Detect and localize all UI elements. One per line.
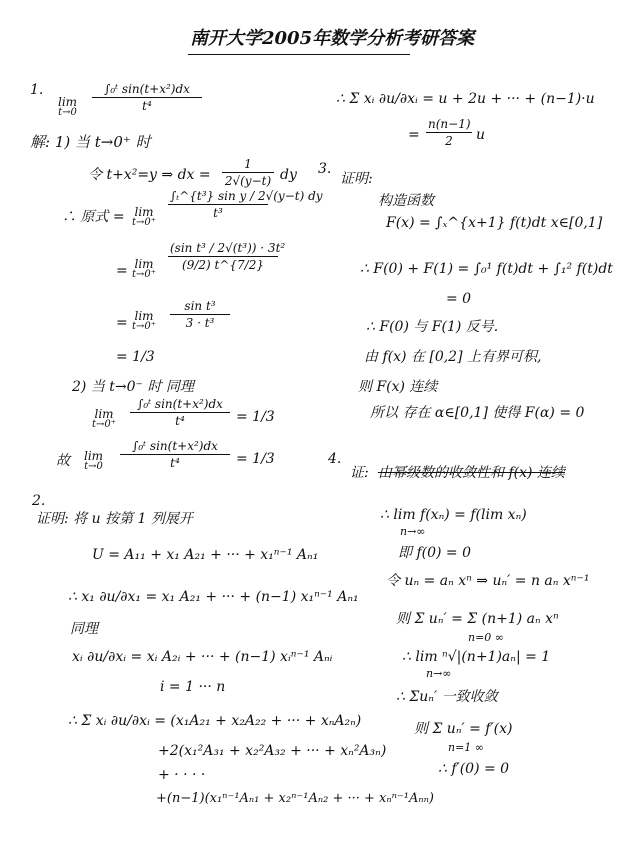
p3-conclusion: 所以 存在 α∈[0,1] 使得 F(α) = 0 <box>370 405 585 421</box>
p1-limit-3 <box>132 258 156 280</box>
numerator: ∫₀ᵗ sin(t+x²)dx <box>120 440 230 455</box>
p4-sum-deriv: 则 Σ uₙ′ = Σ (n+1) aₙ xⁿ <box>396 611 559 627</box>
lim-label: lim <box>134 257 154 271</box>
lim-subscript: t→0 <box>58 107 77 118</box>
lim-subscript: t→0⁺ <box>92 419 117 430</box>
p2-sum-line-4: +(n−1)(x₁ⁿ⁻¹Aₙ₁ + x₂ⁿ⁻¹Aₙ₂ + ··· + xₙⁿ⁻¹Aₙₙ) <box>156 791 434 806</box>
p2-eq-final: = <box>408 127 420 143</box>
p4-f0: 即 f(0) = 0 <box>398 545 472 561</box>
p1-step2-fraction <box>168 241 286 272</box>
p4-limit-sub: n→∞ <box>400 525 426 538</box>
p3-bounded: 由 f(x) 在 [0,2] 上有界可积, <box>364 349 542 365</box>
p2-final-fraction <box>426 118 472 147</box>
p2-sum-line-3: + · · · · <box>158 767 206 783</box>
p1-step3-fraction <box>170 300 230 329</box>
p4-uniform: ∴ Σuₙ′ 一致收敛 <box>396 689 498 705</box>
numerator: 1 <box>222 158 274 173</box>
p1-limit-5 <box>92 408 116 430</box>
lim-subscript: t→0 <box>84 461 103 472</box>
p3-opposite-sign: ∴ F(0) 与 F(1) 反号. <box>366 319 499 335</box>
p1-limit-6 <box>84 450 103 472</box>
p4-conclusion: ∴ f′(0) = 0 <box>438 761 510 777</box>
p1-original-label: ∴ 原式 = <box>62 209 125 225</box>
lim-subscript: t→0⁺ <box>132 321 157 332</box>
p4-root-test: ∴ lim ⁿ√|(n+1)aₙ| = 1 <box>402 649 551 665</box>
denominator: t⁴ <box>170 456 180 470</box>
numerator: ∫₀ᵗ sin(t+x²)dx <box>130 398 230 413</box>
title-underline <box>188 54 410 55</box>
p1-final-value: = 1/3 <box>236 451 275 467</box>
problem-2-number: 2. <box>32 493 46 509</box>
page-title: 南开大学2005年数学分析考研答案 <box>190 28 475 49</box>
denominator: 3 · t³ <box>185 316 215 330</box>
problem-1-number: 1. <box>30 82 44 98</box>
p1-conclusion-prefix: 故 <box>56 453 70 469</box>
lim-subscript: t→0⁺ <box>132 269 157 280</box>
numerator: sin t³ <box>170 300 230 315</box>
p1-eq-2: = <box>116 263 128 279</box>
lim-label: lim <box>84 449 104 463</box>
p3-F-sum: ∴ F(0) + F(1) = ∫₀¹ f(t)dt + ∫₁² f(t)dt <box>360 261 613 277</box>
p2-final-u: u <box>476 127 486 143</box>
denominator: (9/2) t^{7/2} <box>182 258 264 272</box>
problem-4-number: 4. <box>328 451 342 467</box>
p2-similarly: 同理 <box>70 621 98 637</box>
p4-root-test-sub: n→∞ <box>426 667 452 680</box>
p2-derivative-1: ∴ x₁ ∂u/∂x₁ = x₁ A₂₁ + ··· + (n−1) x₁ⁿ⁻¹ Aₙ₁ <box>68 589 359 605</box>
p1-case2-fraction <box>130 398 230 427</box>
p2-sum-line-2: +2(x₁²A₃₁ + x₂²A₃₂ + ··· + xₙ²A₃ₙ) <box>158 743 387 759</box>
p1-step1-fraction <box>168 189 323 220</box>
p2-proof-start: 证明: 将 u 按第 1 列展开 <box>36 511 193 527</box>
lim-subscript: t→0⁺ <box>132 217 157 228</box>
p4-struck-line: 由幂级数的收敛性和 f(x) 连续 <box>378 465 565 481</box>
p2-sum-result: ∴ Σ xᵢ ∂u/∂xᵢ = u + 2u + ··· + (n−1)·u <box>336 91 595 107</box>
p1-limit <box>58 96 77 118</box>
denominator: t⁴ <box>142 99 152 113</box>
lim-label: lim <box>94 407 114 421</box>
p1-case-2: 2) 当 t→0⁻ 时 同理 <box>72 379 194 395</box>
numerator: ∫ₜ^{t³} sin y / 2√(y−t) dy <box>170 189 323 203</box>
problem-3-number: 3. <box>318 161 332 177</box>
p3-F-def: F(x) = ∫ₓ^{x+1} f(t)dt x∈[0,1] <box>386 215 603 231</box>
p4-proof-start: 证: <box>350 465 369 481</box>
p1-limit-4 <box>132 310 156 332</box>
numerator: n(n−1) <box>428 117 471 131</box>
p1-final-fraction <box>120 440 230 469</box>
numerator: (sin t³ / 2√(t³)) · 3t² <box>170 241 286 255</box>
p3-proof-start: 证明: <box>340 171 373 187</box>
p1-sub-fraction <box>222 158 274 187</box>
lim-label: lim <box>58 95 78 109</box>
p1-solution-start: 解: 1) 当 t→0⁺ 时 <box>30 133 151 151</box>
p2-index-range: i = 1 ··· n <box>160 679 226 695</box>
p3-F-zero: = 0 <box>446 291 472 307</box>
p3-continuous: 则 F(x) 连续 <box>358 379 438 395</box>
p2-u-expansion: U = A₁₁ + x₁ A₂₁ + ··· + x₁ⁿ⁻¹ Aₙ₁ <box>92 547 319 563</box>
denominator: t⁴ <box>175 414 185 428</box>
p4-derivative-sub: n=1 ∞ <box>448 741 484 754</box>
p2-derivative-i: xᵢ ∂u/∂xᵢ = xᵢ A₂ᵢ + ··· + (n−1) xᵢⁿ⁻¹ Aₙᵢ <box>72 649 333 665</box>
numerator: ∫₀ᵗ sin(t+x²)dx <box>92 83 202 98</box>
p1-limit-2 <box>132 206 156 228</box>
denominator: 2√(y−t) <box>224 174 272 188</box>
lim-label: lim <box>134 309 154 323</box>
p4-sum-deriv-sub: n=0 ∞ <box>468 631 504 644</box>
p1-question-fraction <box>92 83 202 112</box>
denominator: t³ <box>213 206 223 220</box>
p1-sub-dy: dy <box>280 167 297 183</box>
p3-construct: 构造函数 <box>378 193 434 209</box>
p4-limit-line: ∴ lim f(xₙ) = f(lim xₙ) <box>380 507 527 523</box>
denominator: 2 <box>445 134 453 148</box>
lim-label: lim <box>134 205 154 219</box>
p1-result: = 1/3 <box>116 349 155 365</box>
p2-sum-line-1: ∴ Σ xᵢ ∂u/∂xᵢ = (x₁A₂₁ + x₂A₂₂ + ··· + xₙA₂ₙ) <box>68 713 362 729</box>
p1-eq-3: = <box>116 315 128 331</box>
p4-un-def: 令 uₙ = aₙ xⁿ ⇒ uₙ′ = n aₙ xⁿ⁻¹ <box>386 573 590 589</box>
p4-derivative: 则 Σ uₙ′ = f′(x) <box>414 721 513 737</box>
p1-substitution: 令 t+x²=y ⇒ dx = <box>88 167 211 183</box>
p1-case2-value: = 1/3 <box>236 409 275 425</box>
